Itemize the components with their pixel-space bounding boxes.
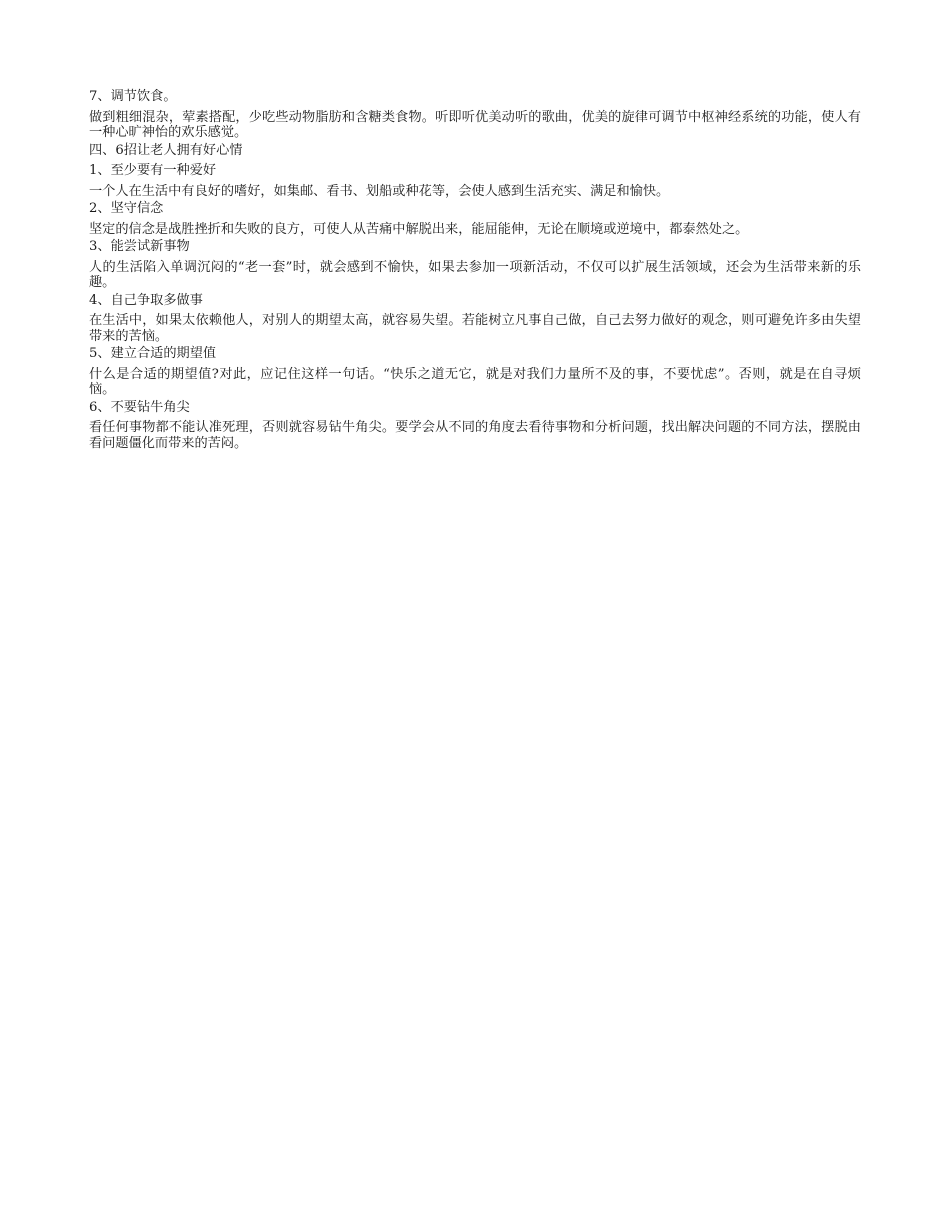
section-heading: 5、建立合适的期望值 — [89, 346, 217, 361]
paragraph: 看任何事物都不能认准死理，否则就容易钻牛角尖。要学会从不同的角度去看待事物和分析问题，找出解决问题的不同方法，摆脱由看问题僵化而带来的苦闷。 — [89, 420, 861, 451]
paragraph: 一个人在生活中有良好的嗜好，如集邮、看书、划船或种花等，会使人感到生活充实、满足和愉快。 — [89, 183, 670, 199]
document-page — [89, 89, 861, 453]
section-heading: 四、6招让老人拥有好心情 — [89, 142, 243, 158]
paragraph: 做到粗细混杂，荤素搭配，少吃些动物脂肪和含糖类食物。听即听优美动听的歌曲，优美的旋律可调节中枢神经系统的功能，使人有一种心旷神怡的欢乐感觉。 — [89, 109, 861, 140]
section-heading: 3、能尝试新事物 — [89, 239, 190, 254]
paragraph: 人的生活陷入单调沉闷的“老一套”时，就会感到不愉快，如果去参加一项新活动，不仅可以扩展生活领域，还会为生活带来新的乐趣。 — [89, 259, 861, 290]
section-heading: 6、不要钻牛角尖 — [89, 399, 190, 415]
section-heading: 4、自己争取多做事 — [89, 292, 203, 308]
paragraph: 什么是合适的期望值?对此，应记住这样一句话。“快乐之道无它，就是对我们力量所不及的事，不要忧虑”。否则，就是在自寻烦恼。 — [89, 366, 861, 397]
section-heading: 2、坚守信念 — [89, 201, 164, 216]
section-heading: 1、至少要有一种爱好 — [89, 163, 217, 178]
paragraph: 在生活中，如果太依赖他人，对别人的期望太高，就容易失望。若能树立凡事自己做，自己去努力做好的观念，则可避免许多由失望带来的苦恼。 — [89, 313, 861, 344]
paragraph: 坚定的信念是战胜挫折和失败的良方，可使人从苦痛中解脱出来，能屈能伸，无论在顺境或逆境中，都泰然处之。 — [89, 221, 749, 237]
section-heading: 7、调节饮食。 — [89, 89, 177, 104]
